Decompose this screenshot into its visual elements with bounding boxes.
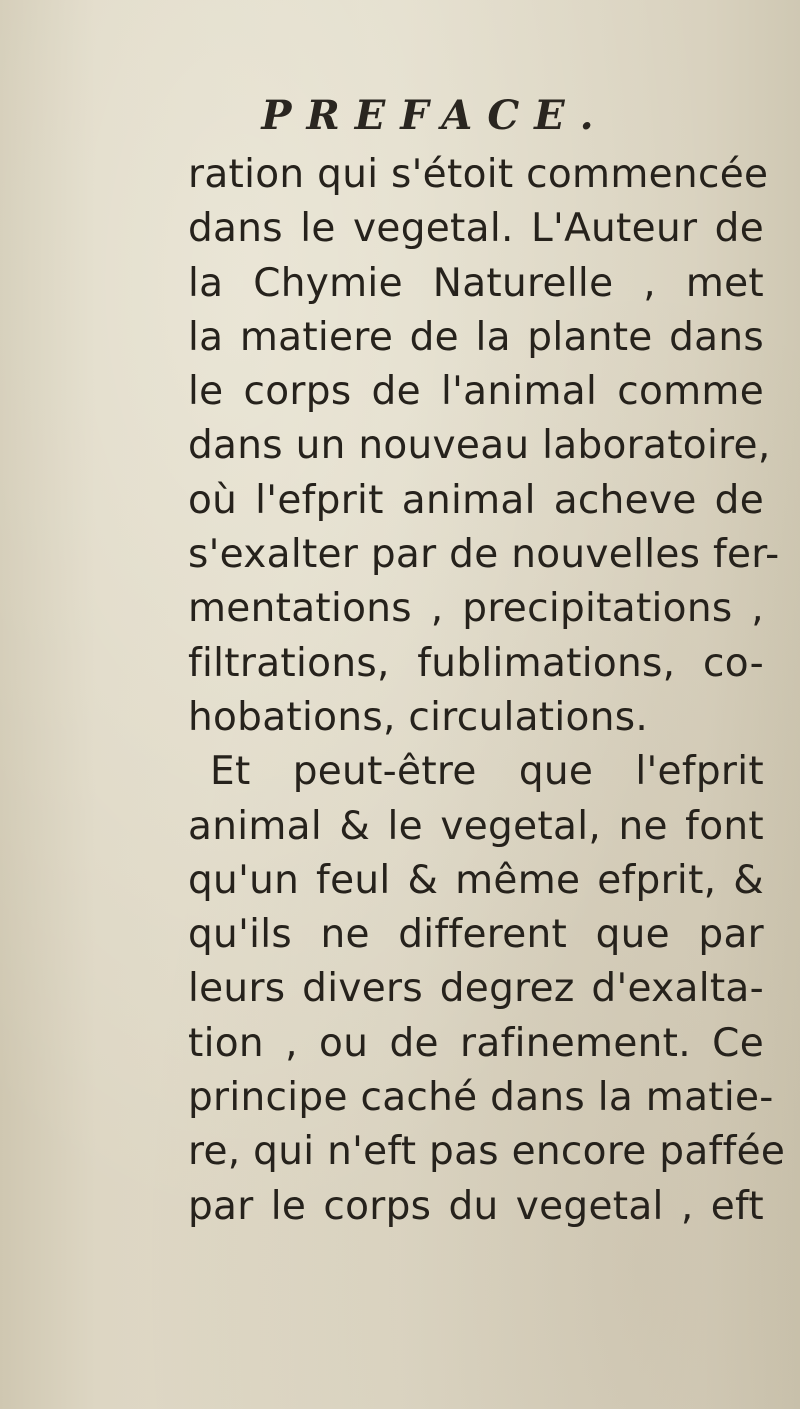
running-header: PREFACE. bbox=[261, 92, 609, 139]
body-text bbox=[188, 148, 786, 1234]
text-line: par le corps du vegetal , eft bbox=[188, 1183, 764, 1229]
text-line: leurs divers degrez d'exalta- bbox=[188, 966, 764, 1012]
paragraph-start-line: Et peut-être que l'efprit bbox=[210, 749, 764, 795]
text-line: où l'efprit animal acheve de bbox=[188, 477, 764, 523]
text-line: animal & le vegetal, ne font bbox=[188, 803, 764, 849]
paragraph-end-line: hobations, circulations. bbox=[188, 694, 649, 740]
text-line: mentations , precipitations , bbox=[188, 586, 764, 632]
text-line: re, qui n'eft pas encore paffée bbox=[188, 1129, 786, 1175]
text-line: la matiere de la plante dans bbox=[188, 314, 764, 360]
text-line: ration qui s'étoit commencée bbox=[188, 152, 769, 197]
text-line: principe caché dans la matie- bbox=[188, 1075, 774, 1121]
text-line: qu'ils ne different que par bbox=[188, 912, 764, 958]
text-line: filtrations, fublimations, co- bbox=[188, 640, 764, 686]
text-line: s'exalter par de nouvelles fer- bbox=[188, 532, 780, 578]
text-line: la Chymie Naturelle , met bbox=[188, 260, 764, 306]
text-line: dans un nouveau laboratoire, bbox=[188, 423, 771, 469]
text-line: tion , ou de rafinement. Ce bbox=[188, 1020, 764, 1066]
text-line: le corps de l'animal comme bbox=[188, 369, 764, 415]
text-line: dans le vegetal. L'Auteur de bbox=[188, 206, 764, 252]
text-line: qu'un feul & même efprit, & bbox=[188, 857, 764, 903]
